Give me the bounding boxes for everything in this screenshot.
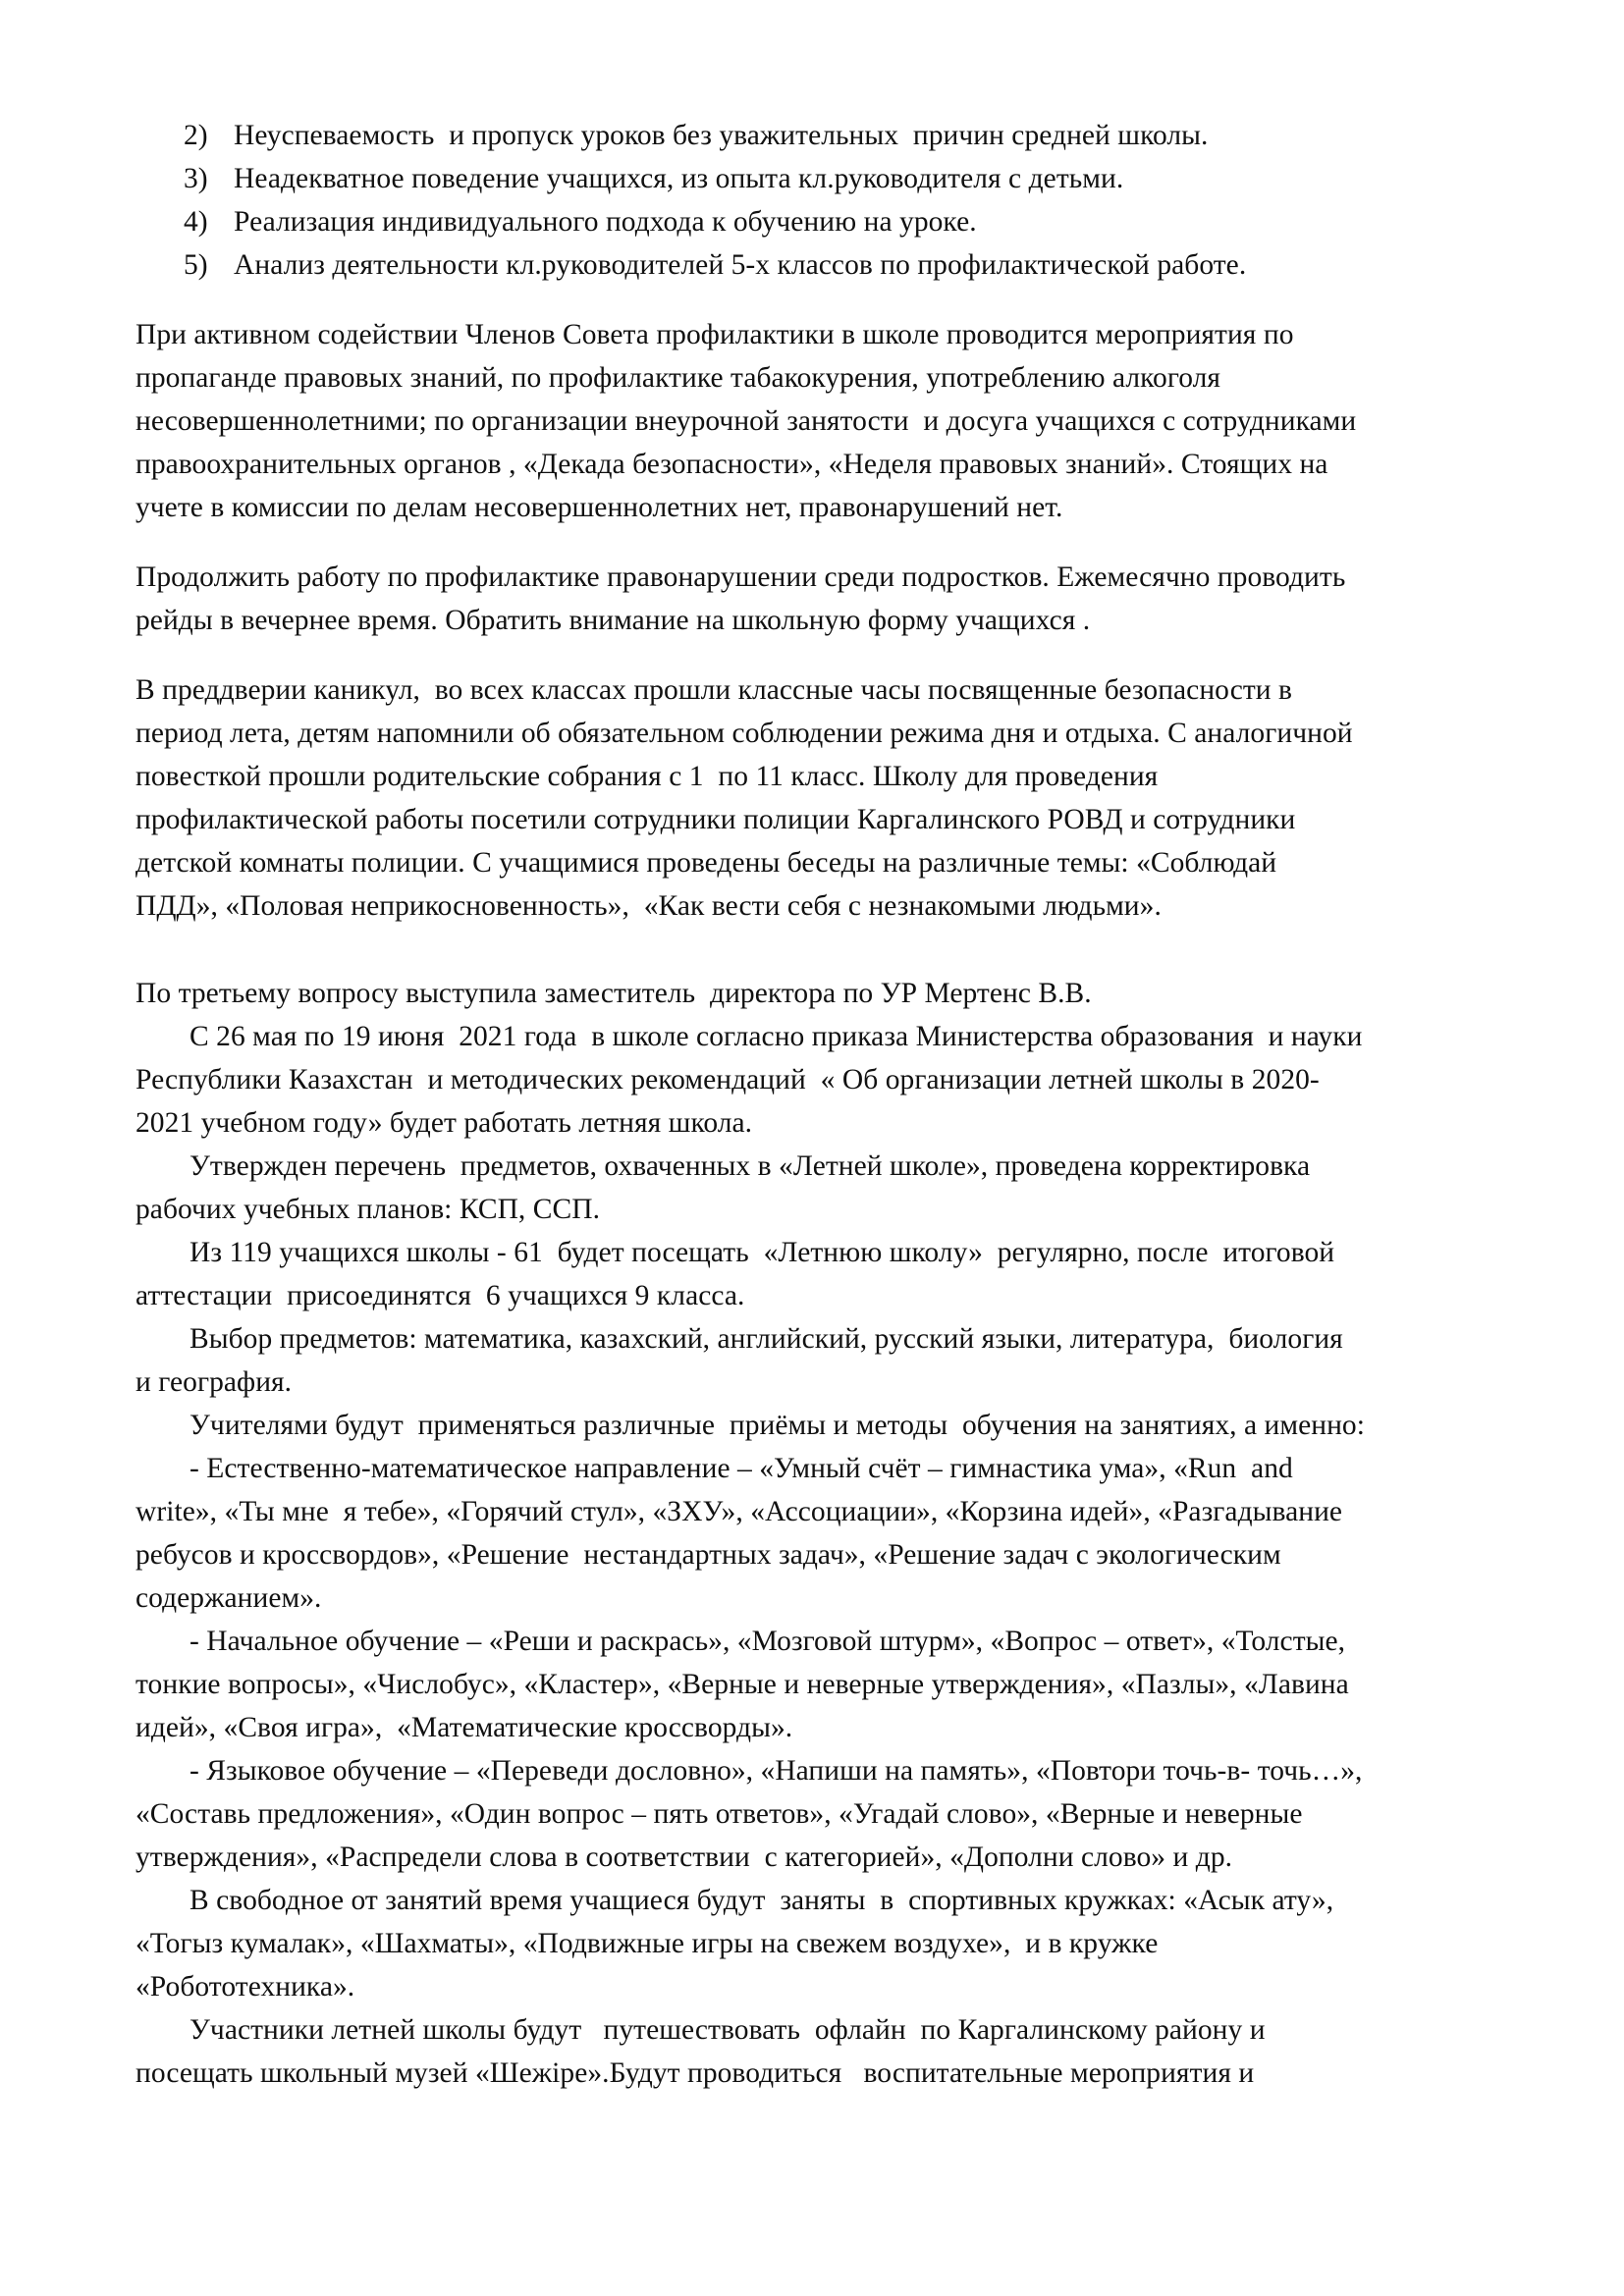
list-item: Реализация индивидуального подхода к обучению на уроке.: [234, 206, 977, 238]
text-line: - Языковое обучение – «Переведи дословно», «Напиши на память», «Повтори точь-в- точь…»,: [189, 1755, 1363, 1787]
text-line: содержанием».: [135, 1582, 322, 1614]
text-line: правоохранительных органов , «Декада безопасности», «Неделя правовых знаний». Стоящих на: [135, 449, 1328, 480]
text-line: учете в комиссии по делам несовершеннолетних нет, правонарушений нет.: [135, 492, 1063, 523]
text-line: write», «Ты мне я тебе», «Горячий стул», «ЗХУ», «Ассоциации», «Корзина идей», «Разгадывание: [135, 1496, 1343, 1527]
text-line: детской комнаты полиции. С учащимися проведены беседы на различные темы: «Соблюдай: [135, 847, 1277, 879]
list-number: 2): [184, 120, 208, 151]
text-line: При активном содействии Членов Совета профилактики в школе проводится мероприятия по: [135, 319, 1294, 350]
text-line: Продолжить работу по профилактике правонарушении среди подростков. Ежемесячно проводить: [135, 561, 1346, 593]
text-line: В преддверии каникул, во всех классах прошли классные часы посвященные безопасности в: [135, 674, 1293, 706]
list-number: 4): [184, 206, 208, 238]
text-line: - Естественно-математическое направление – «Умный счёт – гимнастика ума», «Run and: [189, 1453, 1293, 1484]
text-line: «Робототехника».: [135, 1971, 355, 2002]
text-line: аттестации присоединятся 6 учащихся 9 класса.: [135, 1280, 745, 1311]
list-number: 5): [184, 249, 208, 281]
text-line: пропаганде правовых знаний, по профилактике табакокурения, употреблению алкоголя: [135, 362, 1221, 394]
third-question-heading: По третьему вопросу выступила заместитель директора по УР Мертенс В.В.: [135, 978, 1092, 1009]
text-line: С 26 мая по 19 июня 2021 года в школе согласно приказа Министерства образования и науки: [189, 1021, 1363, 1052]
text-line: рейды в вечернее время. Обратить внимание на школьную форму учащихся .: [135, 605, 1091, 636]
text-line: ребусов и кроссвордов», «Решение нестандартных задач», «Решение задач с экологическим: [135, 1539, 1281, 1571]
text-line: Из 119 учащихся школы - 61 будет посещать «Летнюю школу» регулярно, после итоговой: [189, 1237, 1335, 1268]
list-item: Неуспеваемость и пропуск уроков без уважительных причин средней школы.: [234, 120, 1209, 151]
text-line: Участники летней школы будут путешествовать офлайн по Каргалинскому району и: [189, 2014, 1266, 2046]
text-line: Утвержден перечень предметов, охваченных в «Летней школе», проведена корректировка: [189, 1150, 1311, 1182]
text-line: тонкие вопросы», «Числобус», «Кластер», «Верные и неверные утверждения», «Пазлы», «Лавина: [135, 1669, 1349, 1700]
text-line: В свободное от занятий время учащиеся будут заняты в спортивных кружках: «Асык ату»,: [189, 1885, 1334, 1916]
list-item: Неадекватное поведение учащихся, из опыта кл.руководителя с детьми.: [234, 163, 1124, 194]
text-line: ПДД», «Половая неприкосновенность», «Как вести себя с незнакомыми людьми».: [135, 890, 1162, 922]
text-line: «Тогыз кумалак», «Шахматы», «Подвижные игры на свежем воздухе», и в кружке: [135, 1928, 1159, 1959]
text-line: «Составь предложения», «Один вопрос – пять ответов», «Угадай слово», «Верные и неверные: [135, 1798, 1303, 1830]
text-line: утверждения», «Распредели слова в соответствии с категорией», «Дополни слово» и др.: [135, 1842, 1233, 1873]
list-number: 3): [184, 163, 208, 194]
text-line: рабочих учебных планов: КСП, ССП.: [135, 1194, 601, 1225]
text-line: Выбор предметов: математика, казахский, английский, русский языки, литература, биология: [189, 1323, 1343, 1355]
text-line: Республики Казахстан и методических рекомендаций « Об организации летней школы в 2020-: [135, 1064, 1320, 1095]
list-item: Анализ деятельности кл.руководителей 5-х классов по профилактической работе.: [234, 249, 1247, 281]
text-line: профилактической работы посетили сотрудники полиции Каргалинского РОВД и сотрудники: [135, 804, 1296, 835]
text-line: идей», «Своя игра», «Математические кроссворды».: [135, 1712, 793, 1743]
text-line: период лета, детям напомнили об обязательном соблюдении режима дня и отдыха. С аналогичной: [135, 718, 1353, 749]
text-line: несовершеннолетними; по организации внеурочной занятости и досуга учащихся с сотрудниками: [135, 405, 1357, 437]
text-line: посещать школьный музей «Шежіре».Будут проводиться воспитательные мероприятия и: [135, 2057, 1255, 2089]
text-line: 2021 учебном году» будет работать летняя школа.: [135, 1107, 753, 1139]
methods-intro: Учителями будут применяться различные приёмы и методы обучения на занятиях, а именно:: [189, 1410, 1365, 1441]
text-line: - Начальное обучение – «Реши и раскрась», «Мозговой штурм», «Вопрос – ответ», «Толстые,: [189, 1626, 1346, 1657]
text-line: и география.: [135, 1366, 293, 1398]
text-line: повесткой прошли родительские собрания с 1 по 11 класс. Школу для проведения: [135, 761, 1159, 792]
